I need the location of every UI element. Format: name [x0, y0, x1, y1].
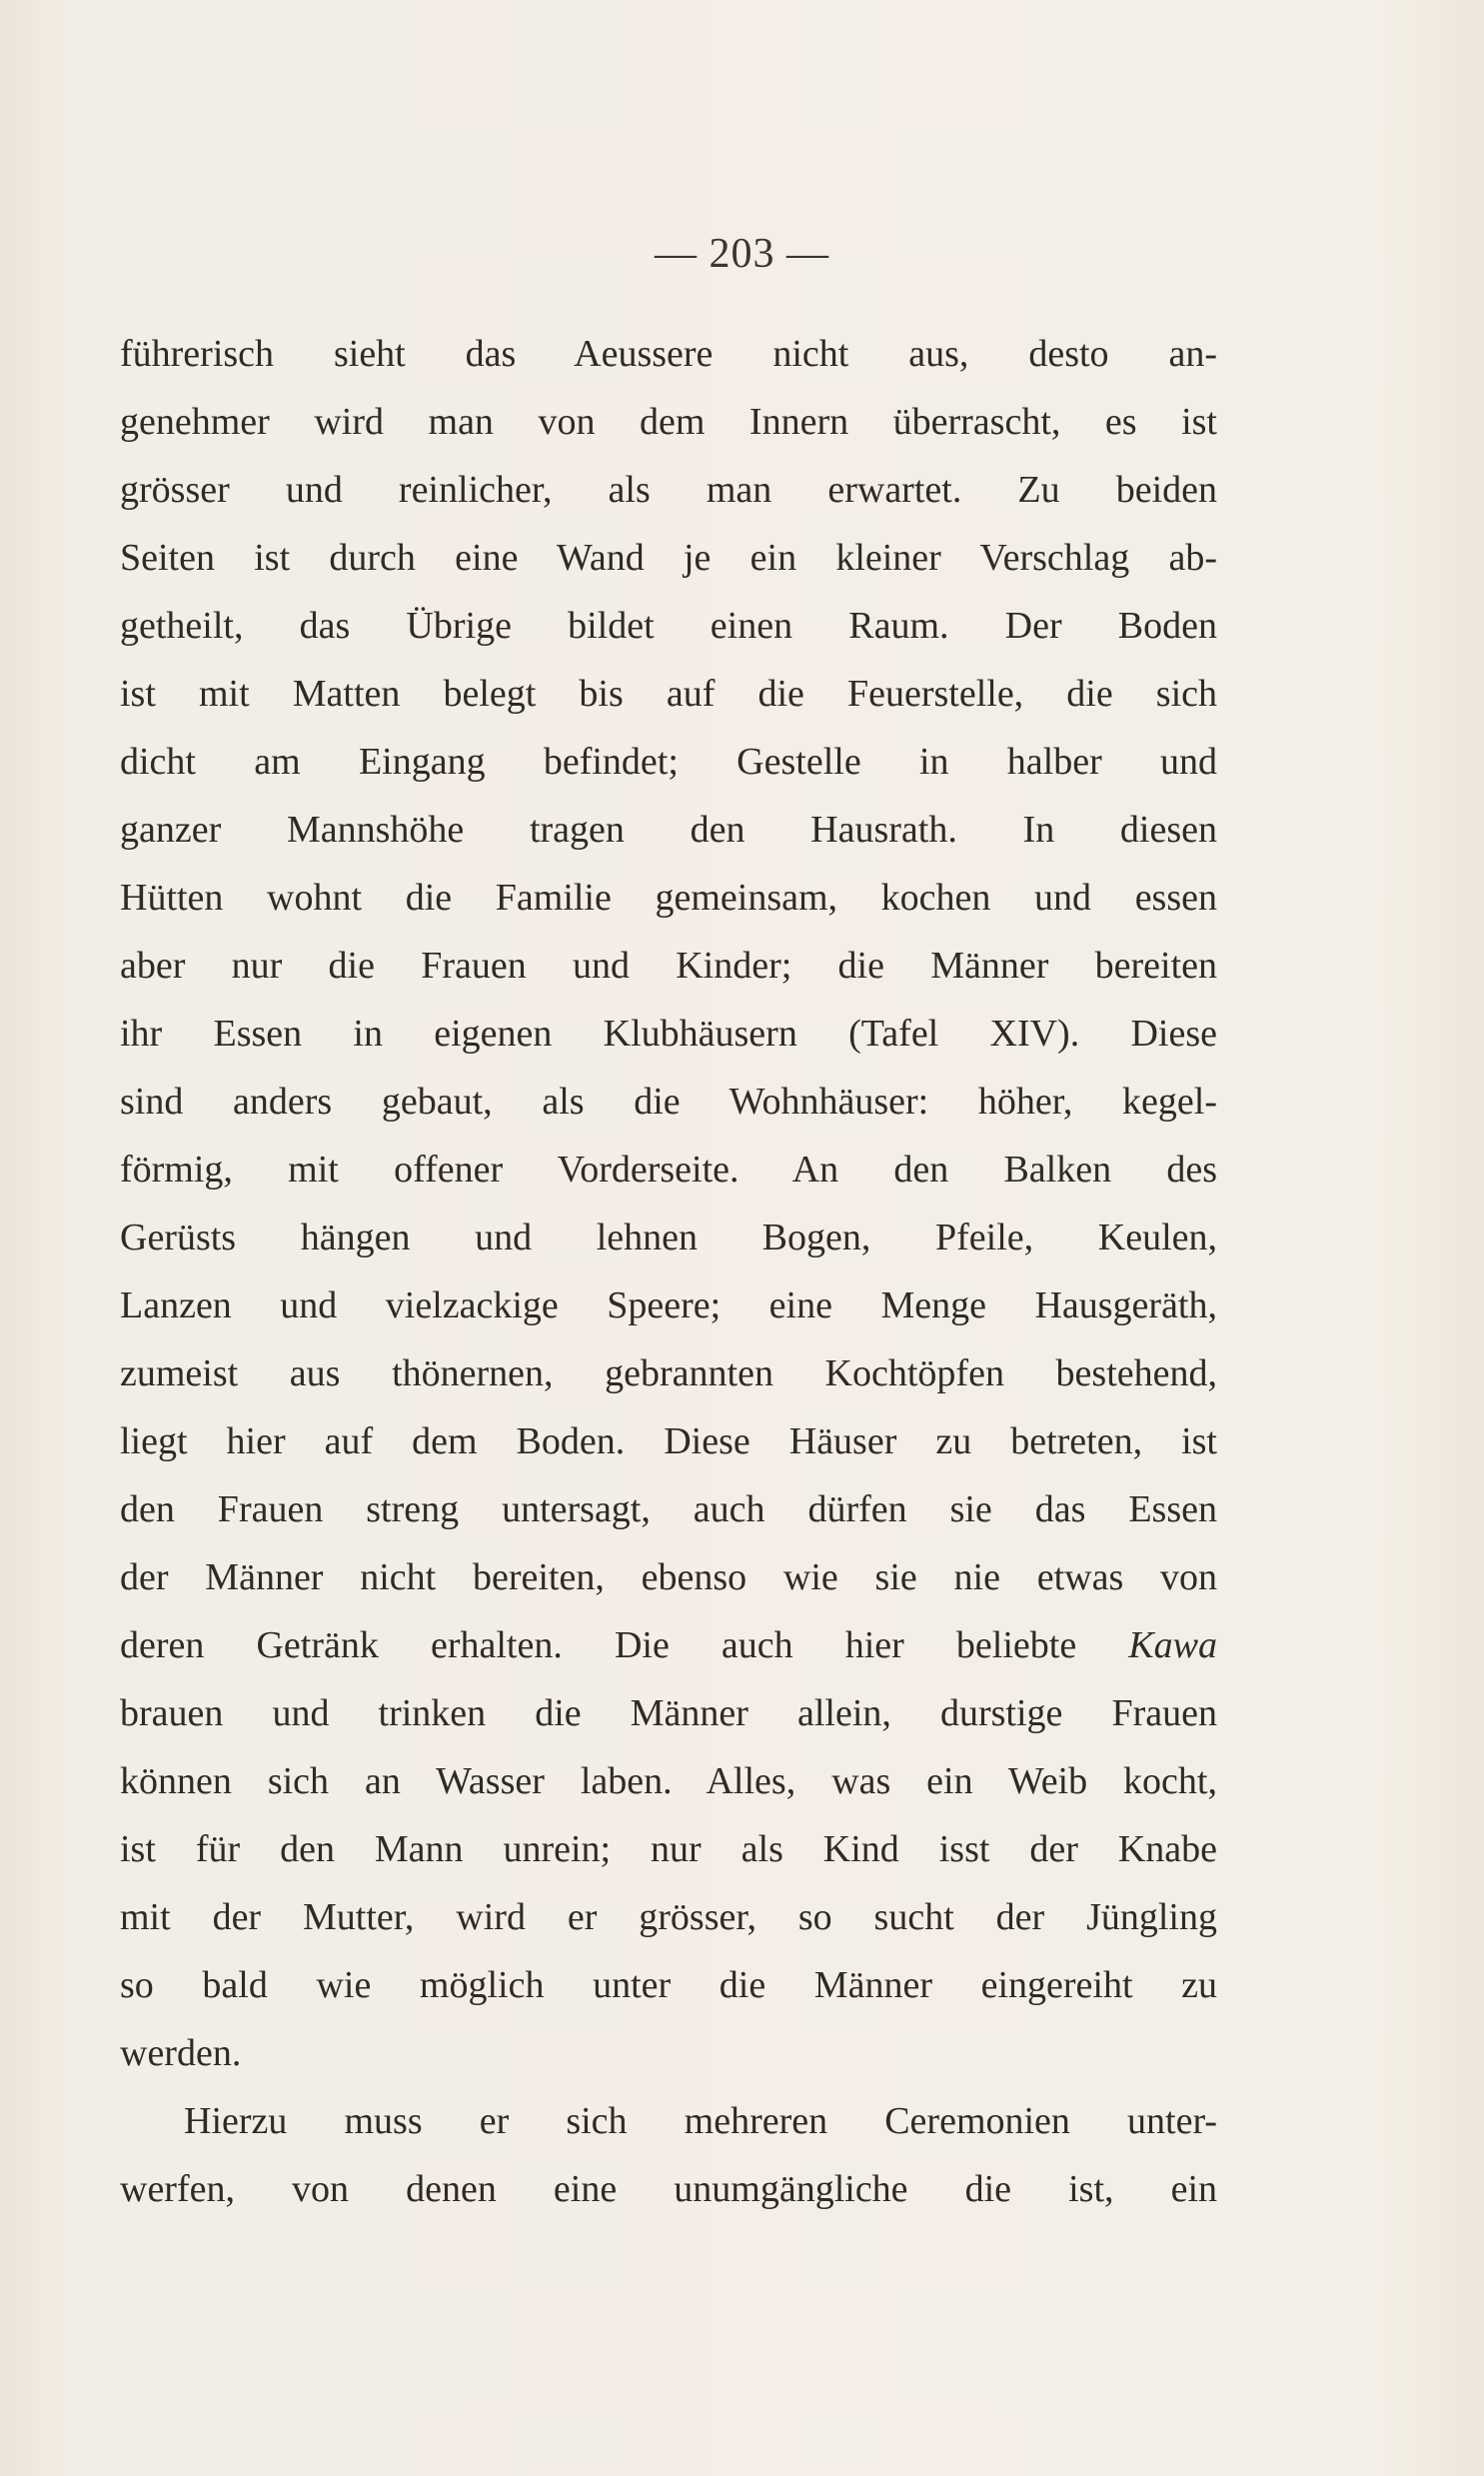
text-line: zumeist aus thönernen, gebrannten Kochtöpfen bestehend,	[120, 1352, 1217, 1394]
paragraph-1	[120, 320, 1217, 2087]
text-line: führerisch sieht das Aeussere nicht aus, desto an-	[120, 333, 1217, 375]
text-segment: deren Getränk erhalten. Die auch hier beliebte	[120, 1624, 1129, 1666]
text-line: mit der Mutter, wird er grösser, so sucht der Jüngling	[120, 1896, 1217, 1938]
page-number: — 203 —	[655, 231, 829, 277]
text-line: so bald wie möglich unter die Männer eingereiht zu	[120, 1964, 1217, 2006]
text-line: Hütten wohnt die Familie gemeinsam, kochen und essen	[120, 877, 1217, 919]
text-line: liegt hier auf dem Boden. Diese Häuser zu betreten, ist	[120, 1420, 1217, 1462]
text-line: dicht am Eingang befindet; Gestelle in halber und	[120, 741, 1217, 783]
text-line: der Männer nicht bereiten, ebenso wie sie nie etwas von	[120, 1556, 1217, 1598]
text-line: brauen und trinken die Männer allein, durstige Frauen	[120, 1692, 1217, 1734]
text-line: förmig, mit offener Vorderseite. An den Balken des	[120, 1149, 1217, 1191]
text-line: werden.	[120, 2032, 242, 2074]
text-line: können sich an Wasser laben. Alles, was ein Weib kocht,	[120, 1760, 1217, 1802]
text-line: Hierzu muss er sich mehreren Ceremonien unter-	[184, 2100, 1217, 2142]
text-line: ist mit Matten belegt bis auf die Feuerstelle, die sich	[120, 673, 1217, 715]
body-text	[120, 320, 1217, 2223]
text-line-with-italic	[120, 1611, 1217, 1679]
text-line: werfen, von denen eine unumgängliche die ist, ein	[120, 2168, 1217, 2210]
paragraph-2	[120, 2087, 1217, 2223]
text-line: aber nur die Frauen und Kinder; die Männer bereiten	[120, 945, 1217, 987]
text-line: Lanzen und vielzackige Speere; eine Menge Hausgeräth,	[120, 1284, 1217, 1326]
text-line: Seiten ist durch eine Wand je ein kleiner Verschlag ab-	[120, 537, 1217, 579]
text-line: genehmer wird man von dem Innern überrascht, es ist	[120, 401, 1217, 443]
text-line: ihr Essen in eigenen Klubhäusern (Tafel XIV). Diese	[120, 1013, 1217, 1055]
text-line: ganzer Mannshöhe tragen den Hausrath. In diesen	[120, 809, 1217, 851]
italic-term: Kawa	[1128, 1624, 1217, 1666]
text-line: getheilt, das Übrige bildet einen Raum. Der Boden	[120, 605, 1217, 647]
text-line: den Frauen streng untersagt, auch dürfen sie das Essen	[120, 1488, 1217, 1530]
text-line: sind anders gebaut, als die Wohnhäuser: höher, kegel-	[120, 1081, 1217, 1123]
text-line: Gerüsts hängen und lehnen Bogen, Pfeile, Keulen,	[120, 1217, 1217, 1258]
text-line: grösser und reinlicher, als man erwartet. Zu beiden	[120, 469, 1217, 511]
text-line: ist für den Mann unrein; nur als Kind isst der Knabe	[120, 1828, 1217, 1870]
